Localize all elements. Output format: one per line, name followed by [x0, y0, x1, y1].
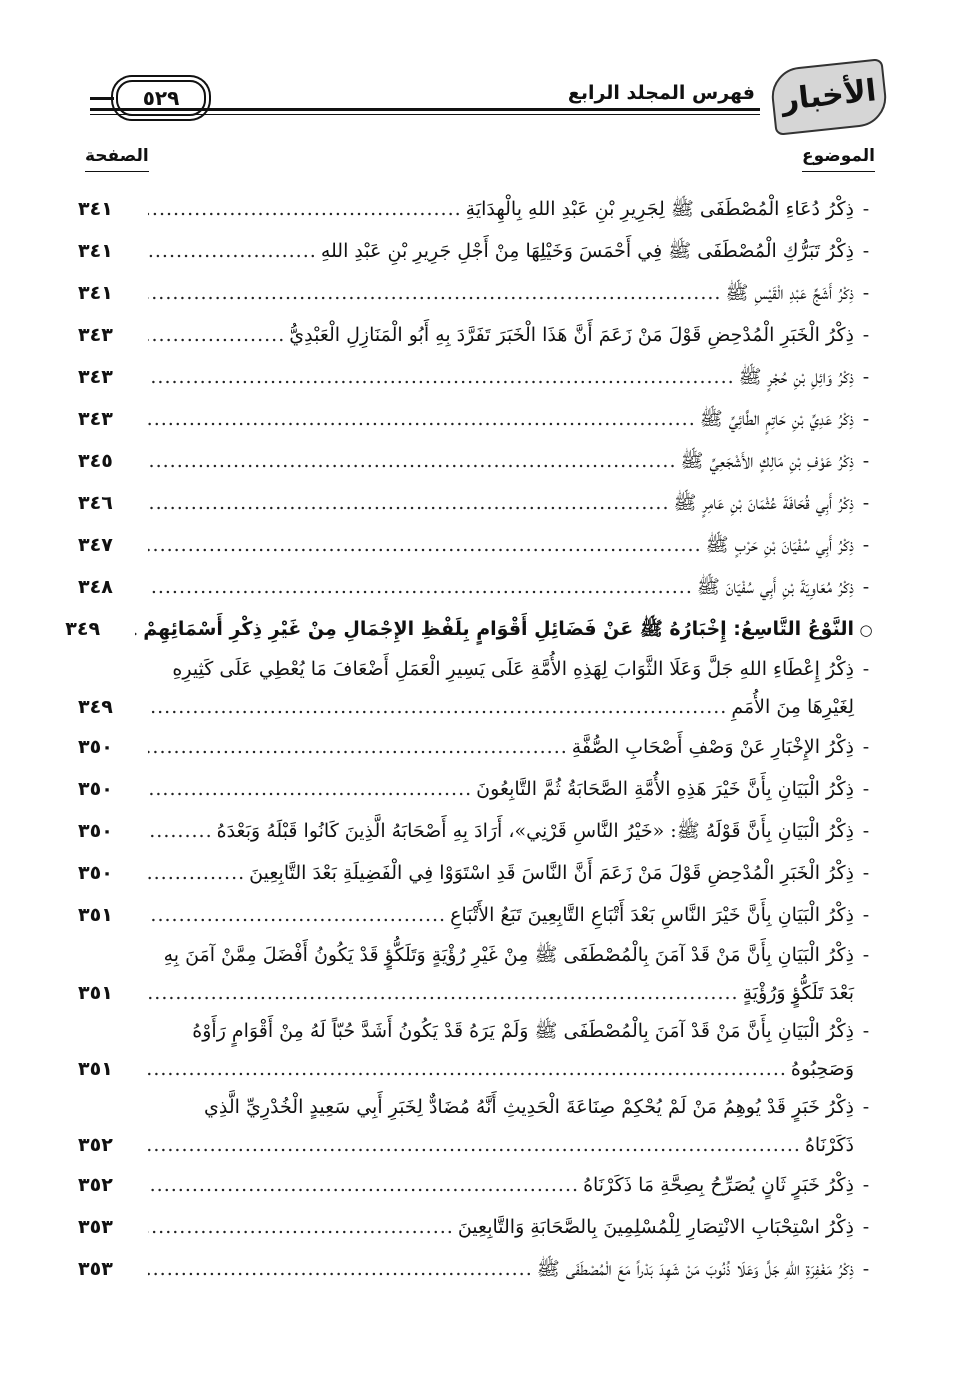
- entry-text: ذِكْرُ إِعْطَاءِ اللهِ جَلَّ وَعَلَا الثَّوَابَ لِهَذِهِ الأُمَّةِ عَلَى يَسِيرِ الْعَمَلِ أَضْعَافَ مَا يُعْطِي عَلَى كَثِيرِهِ: [172, 658, 854, 680]
- section-badge-label: الأخبار: [779, 73, 878, 118]
- dash-bullet-icon: -: [862, 1020, 870, 1042]
- dot-leader: [148, 398, 700, 440]
- index-entry: [78, 1088, 878, 1164]
- index-entry: [78, 230, 878, 272]
- entry-page-number: ٣٤١: [78, 240, 113, 262]
- dot-leader: [148, 314, 289, 356]
- dash-bullet-icon: -: [862, 198, 870, 220]
- entry-line: [78, 440, 878, 482]
- entry-line: [78, 852, 878, 894]
- entry-page-number: ٣٤٣: [78, 408, 113, 430]
- index-entry: [78, 1248, 878, 1290]
- entry-page-number: ٣٥٣: [78, 1258, 113, 1280]
- page-header: [80, 60, 880, 135]
- index-entry: [78, 1206, 878, 1248]
- index-entry: [78, 440, 878, 482]
- entry-line: [78, 894, 878, 936]
- entry-line: [78, 1126, 878, 1164]
- entry-line: [78, 974, 878, 1012]
- dash-bullet-icon: -: [862, 736, 870, 758]
- index-entry: [78, 314, 878, 356]
- entry-page-number: ٣٤٧: [78, 534, 113, 556]
- dash-bullet-icon: -: [862, 1216, 870, 1238]
- entry-page-number: ٣٤١: [78, 198, 113, 220]
- entry-text: ذِكْرُ وَائِلِ بْنِ حُجْرٍ ﷺ: [738, 366, 854, 388]
- dot-leader: [148, 974, 743, 1012]
- entry-page-number: ٣٤٣: [78, 366, 113, 388]
- entry-text: ذِكْرُ مَغْفِرَةِ اللهِ جَلَّ وَعَلَا ذُنُوبَ مَنْ شَهِدَ بَدْراً مَعَ الْمُصْطَفَى ﷺ: [536, 1258, 854, 1280]
- circle-bullet-icon: ○: [859, 621, 873, 639]
- entry-text: ذِكْرُ تَبَرُّكِ الْمُصْطَفَى ﷺ فِي أَحْمَسَ وَخَيْلِهَا مِنْ أَجْلِ جَرِيرِ بْنِ عَبْدِ اللهِ: [320, 240, 854, 262]
- dot-leader: [148, 566, 697, 608]
- index-entry: [78, 936, 878, 1012]
- entry-page-number: ٣٤٥: [78, 450, 113, 472]
- entry-text: ذِكْرُ أَبِي قُحَافَةَ عُثْمَانَ بْنِ عَامِرٍ ﷺ: [673, 492, 854, 514]
- entry-line: [65, 608, 878, 650]
- entry-text: ذِكْرُ الْبَيَانِ بِأَنَّ مَنْ قَدْ آمَنَ بِالْمُصْطَفَى ﷺ مِنْ غَيْرِ رُؤْيَةٍ وَتَلَكُّؤٍ قَدْ يَكُونُ أَفْضَلَ مِمَّنْ آمَنَ بِهِ: [163, 944, 854, 966]
- entry-text: بَعْدَ تَلَكُّؤٍ وَرُؤْيَةٍ: [742, 982, 854, 1004]
- header-rule: [90, 108, 760, 111]
- entry-text: النَّوْعُ التَّاسِعُ: إِخْبَارُهُ ﷺ عَنْ فَضَائِلِ أَقْوَامٍ بِلَفْظِ الإِجْمَالِ مِنْ غَيْرِ ذِكْرِ أَسْمَائِهِمْ: [143, 618, 854, 640]
- entry-line: [78, 936, 878, 974]
- dash-bullet-icon: -: [862, 366, 870, 388]
- entry-line: [78, 726, 878, 768]
- dash-bullet-icon: -: [862, 658, 870, 680]
- entry-page-number: ٣٤٣: [78, 324, 113, 346]
- entry-text: ذِكْرُ عَوْفِ بْنِ مَالِكٍ الأَشْجَعِيِّ ﷺ: [680, 450, 854, 472]
- entry-line: [78, 1164, 878, 1206]
- dot-leader: [148, 524, 706, 566]
- header-rule-thin: [90, 114, 760, 115]
- entry-page-number: ٣٥٣: [78, 1216, 113, 1238]
- dash-bullet-icon: -: [862, 450, 870, 472]
- entry-page-number: ٣٤١: [78, 282, 113, 304]
- section-heading-entry: [65, 608, 878, 650]
- index-entry: [78, 894, 878, 936]
- entry-line: [78, 356, 878, 398]
- dot-leader: [135, 608, 143, 650]
- dash-bullet-icon: -: [862, 1258, 870, 1280]
- dash-bullet-icon: -: [862, 778, 870, 800]
- dot-leader: [148, 894, 450, 936]
- entry-text: ذِكْرُ الْبَيَانِ بِأَنَّ مَنْ قَدْ آمَنَ بِالْمُصْطَفَى ﷺ وَلَمْ يَرَهُ قَدْ يَكُونُ أَشَدَّ حُبّاً لَهُ مِنْ أَقْوَامٍ رَأَوْهُ: [192, 1020, 854, 1042]
- index-entry: [78, 768, 878, 810]
- dash-bullet-icon: -: [862, 904, 870, 926]
- dot-leader: [148, 768, 476, 810]
- entry-page-number: ٣٤٩: [78, 696, 113, 718]
- entry-page-number: ٣٥٠: [78, 736, 113, 758]
- index-entry: [78, 188, 878, 230]
- dash-bullet-icon: -: [862, 282, 870, 304]
- dot-leader: [148, 688, 731, 726]
- index-entries: [65, 188, 878, 1290]
- dot-leader: [148, 230, 321, 272]
- dash-bullet-icon: -: [862, 820, 870, 842]
- dash-bullet-icon: -: [862, 862, 870, 884]
- dash-bullet-icon: -: [862, 944, 870, 966]
- entry-page-number: ٣٥٠: [78, 820, 113, 842]
- entry-line: [78, 688, 878, 726]
- index-entry: [78, 852, 878, 894]
- entry-line: [78, 1088, 878, 1126]
- entry-text: ذِكْرُ خَبَرٍ قَدْ يُوهِمُ مَنْ لَمْ يُحْكِمْ صِنَاعَةَ الْحَدِيثِ أَنَّهُ مُضَادٌّ لِخَبَرِ أَبِي سَعِيدٍ الْخُدْرِيِّ الَّذِي: [204, 1096, 854, 1118]
- entry-page-number: ٣٥١: [78, 904, 113, 926]
- dash-bullet-icon: -: [862, 1096, 870, 1118]
- entry-line: [78, 1050, 878, 1088]
- entry-line: [78, 1248, 878, 1290]
- dot-leader: [148, 810, 217, 852]
- running-title: فهرس المجلد الرابع: [567, 82, 755, 104]
- entry-line: [78, 398, 878, 440]
- dot-leader: [148, 1248, 537, 1290]
- entry-text: ذِكْرُ الإِخْبَارِ عَنْ وَصْفِ أَصْحَابِ الصُّفَّةِ: [571, 736, 854, 758]
- page-number: ٥٢٩: [116, 80, 206, 116]
- entry-text: ذِكْرُ مُعَاوِيَةَ بْنِ أَبِي سُفْيَانَ ﷺ: [696, 576, 854, 598]
- dash-bullet-icon: -: [862, 408, 870, 430]
- entry-line: [78, 1012, 878, 1050]
- dash-bullet-icon: -: [862, 492, 870, 514]
- entry-page-number: ٣٥٠: [78, 862, 113, 884]
- dot-leader: [148, 1126, 805, 1164]
- entry-line: [78, 314, 878, 356]
- entry-text: ذِكْرُ الْبَيَانِ بِأَنَّ خَيْرَ هَذِهِ الأُمَّةِ الصَّحَابَةُ ثُمَّ التَّابِعُونَ: [476, 778, 854, 800]
- entry-text: ذِكْرُ الْبَيَانِ بِأَنَّ خَيْرَ النَّاسِ بَعْدَ أَتْبَاعِ التَّابِعِينَ تَبَعُ الأَتْبَاعِ: [450, 904, 854, 926]
- dash-bullet-icon: -: [862, 240, 870, 262]
- index-entry: [78, 398, 878, 440]
- entry-text: ذَكَرْنَاهُ: [804, 1134, 854, 1156]
- dot-leader: [148, 188, 466, 230]
- entry-text: وَصَحِبُوهُ: [790, 1058, 854, 1080]
- dash-bullet-icon: -: [862, 534, 870, 556]
- dot-leader: [148, 726, 572, 768]
- entry-text: ذِكْرُ أَشَجِّ عَبْدِ الْقَيْسِ ﷺ: [725, 282, 854, 304]
- dot-leader: [148, 356, 739, 398]
- entry-line: [78, 650, 878, 688]
- entry-text: ذِكْرُ أَبِي سُفْيَانَ بْنِ حَرْبٍ ﷺ: [705, 534, 854, 556]
- index-entry: [78, 482, 878, 524]
- entry-page-number: ٣٥٢: [78, 1174, 113, 1196]
- dot-leader: [148, 482, 674, 524]
- dot-leader: [148, 272, 725, 314]
- index-entry: [78, 356, 878, 398]
- entry-text: ذِكْرُ عَدِيِّ بْنِ حَاتِمٍ الطَّائِيِّ ﷺ: [699, 408, 854, 430]
- entry-text: ذِكْرُ دُعَاءِ الْمُصْطَفَى ﷺ لِجَرِيرِ بْنِ عَبْدِ اللهِ بِالْهِدَايَةِ: [465, 198, 854, 220]
- entry-line: [78, 1206, 878, 1248]
- entry-text: ذِكْرُ الْبَيَانِ بِأَنَّ قَوْلَهُ ﷺ: «خَيْرُ النَّاسِ قَرْنِي»، أَرَادَ بِهِ أَصْحَابَهُ الَّذِينَ كَانُوا قَبْلَهُ وَبَعْدَهُ: [216, 820, 854, 842]
- index-entry: [78, 1012, 878, 1088]
- index-entry: [78, 1164, 878, 1206]
- page-column-header: الصفحة: [85, 146, 149, 166]
- header-rule-left: [90, 97, 114, 100]
- entry-page-number: ٣٥١: [78, 982, 113, 1004]
- entry-page-number: ٣٤٦: [78, 492, 113, 514]
- dot-leader: [148, 1164, 583, 1206]
- entry-page-number: ٣٥١: [78, 1058, 113, 1080]
- index-entry: [78, 272, 878, 314]
- index-entry: [78, 810, 878, 852]
- dash-bullet-icon: -: [862, 576, 870, 598]
- entry-line: [78, 230, 878, 272]
- dot-leader: [148, 1206, 458, 1248]
- index-entry: [78, 566, 878, 608]
- entry-line: [78, 810, 878, 852]
- topic-column-header: الموضوع: [802, 146, 875, 166]
- section-badge: [769, 58, 889, 136]
- entry-page-number: ٣٥٢: [78, 1134, 113, 1156]
- dot-leader: [148, 1050, 791, 1088]
- dot-leader: [148, 440, 681, 482]
- dash-bullet-icon: -: [862, 1174, 870, 1196]
- entry-text: ذِكْرُ الْخَبَرِ الْمُدْحِضِ قَوْلَ مَنْ زَعَمَ أَنَّ هَذَا الْخَبَرَ تَفَرَّدَ بِهِ أَبُو الْمَنَازِلِ الْعَبْدِيُّ: [289, 324, 854, 346]
- entry-line: [78, 188, 878, 230]
- entry-line: [78, 768, 878, 810]
- entry-line: [78, 566, 878, 608]
- index-entry: [78, 650, 878, 726]
- index-entry: [78, 726, 878, 768]
- entry-line: [78, 272, 878, 314]
- entry-text: ذِكْرُ خَبَرٍ ثَانٍ يُصَرِّحُ بِصِحَّةِ مَا ذَكَرْنَاهُ: [583, 1174, 854, 1196]
- entry-page-number: ٣٥٠: [78, 778, 113, 800]
- entry-line: [78, 524, 878, 566]
- entry-text: ذِكْرُ اسْتِحْبَابِ الانْتِصَارِ لِلْمُسْلِمِينَ بِالصَّحَابَةِ وَالتَّابِعِينَ: [457, 1216, 854, 1238]
- dash-bullet-icon: -: [862, 324, 870, 346]
- index-entry: [78, 524, 878, 566]
- dot-leader: [148, 852, 249, 894]
- entry-page-number: ٣٤٨: [78, 576, 113, 598]
- entry-line: [78, 482, 878, 524]
- entry-text: لِغَيْرِهَا مِنَ الأُمَمِ: [731, 696, 854, 718]
- entry-page-number: ٣٤٩: [65, 618, 101, 640]
- entry-text: ذِكْرُ الْخَبَرِ الْمُدْحِضِ قَوْلَ مَنْ زَعَمَ أَنَّ النَّاسَ قَدِ اسْتَوَوْا فِي الْفَضِيلَةِ بَعْدَ التَّابِعِينَ: [249, 862, 854, 884]
